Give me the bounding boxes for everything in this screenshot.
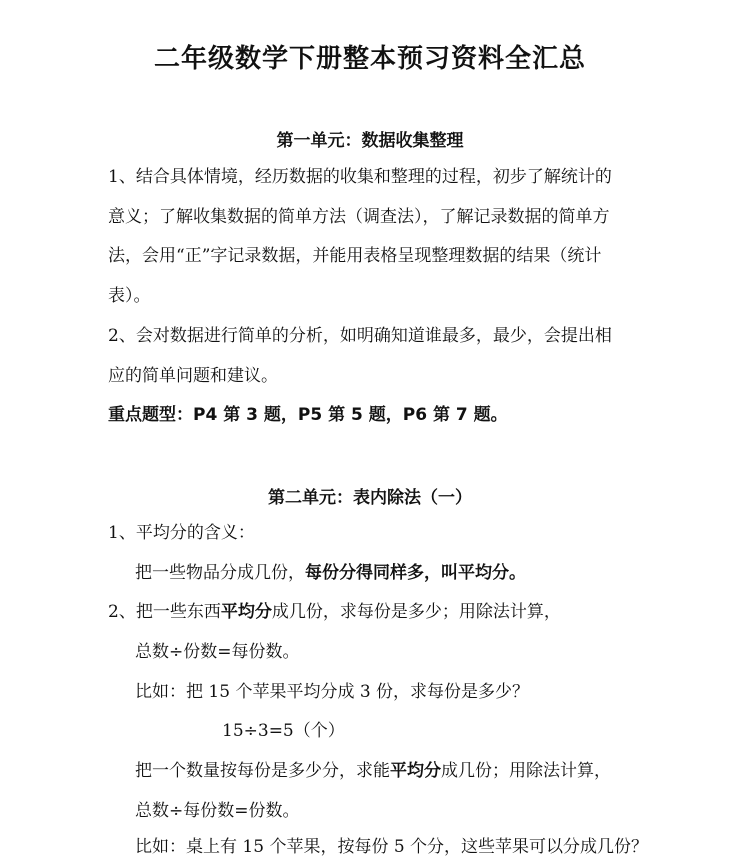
unit1-paragraph1-line3: 法，会用“正”字记录数据，并能用表格呈现整理数据的结果（统计 — [108, 246, 602, 266]
unit2-example2: 比如：桌上有 15 个苹果，按每份 5 个分，这些苹果可以分成几份？ — [135, 837, 649, 857]
unit2-item1-label: 1、平均分的含义： — [108, 523, 255, 543]
unit1-paragraph2-line2: 应的简单问题和建议。 — [108, 366, 278, 386]
unit2-heading: 第二单元：表内除法（一） — [268, 488, 472, 508]
unit2-item2 — [108, 600, 561, 624]
unit1-heading: 第一单元：数据收集整理 — [276, 131, 464, 151]
item2-emphasis: 平均分 — [220, 602, 272, 622]
unit2-formula2: 总数÷每份数=份数。 — [135, 801, 300, 821]
item2-prefix: 2、把一些东西 — [108, 602, 221, 622]
item3-prefix: 把一个数量按每份是多少分，求能 — [135, 761, 390, 781]
unit1-paragraph2-line1: 2、会对数据进行简单的分析，如明确知道谁最多，最少，会提出相 — [108, 326, 612, 346]
unit1-paragraph1-line4: 表）。 — [108, 286, 151, 306]
document-title: 二年级数学下册整本预习资料全汇总 — [153, 44, 586, 74]
unit2-example1: 比如：把 15 个苹果平均分成 3 份，求每份是多少？ — [135, 682, 530, 702]
item3-suffix: 成几份；用除法计算， — [441, 761, 611, 781]
item3-emphasis: 平均分 — [390, 761, 441, 781]
definition-text: 把一些物品分成几份， — [135, 563, 305, 583]
unit2-item3 — [135, 759, 611, 783]
definition-emphasis: 每份分得同样多，叫平均分。 — [305, 563, 526, 583]
item2-suffix: 成几份，求每份是多少；用除法计算， — [271, 602, 561, 622]
unit1-key-problems: 重点题型：P4 第 3 题，P5 第 5 题，P6 第 7 题。 — [108, 405, 508, 425]
unit2-example1-answer: 15÷3=5（个） — [222, 721, 345, 741]
unit1-paragraph1-line2: 意义；了解收集数据的简单方法（调查法），了解记录数据的简单方 — [108, 207, 610, 227]
unit1-paragraph1-line1: 1、结合具体情境，经历数据的收集和整理的过程，初步了解统计的 — [108, 167, 612, 187]
unit2-formula1: 总数÷份数=每份数。 — [135, 642, 300, 662]
unit2-item1-definition — [135, 561, 526, 585]
